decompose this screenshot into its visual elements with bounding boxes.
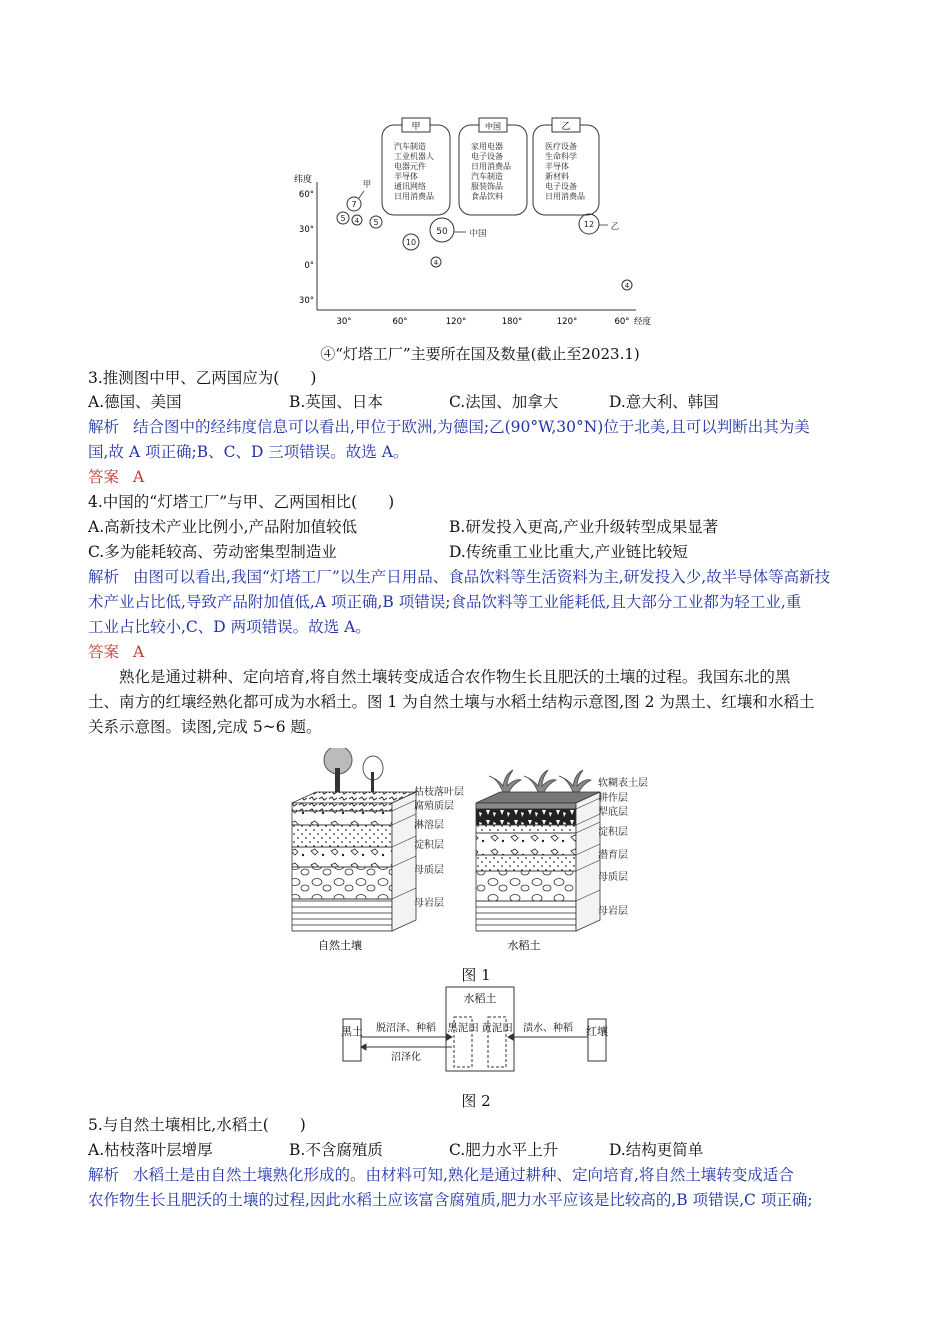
x-tick: 60° [392,317,408,327]
svg-text:4: 4 [354,217,360,225]
rice-plant-icon [489,770,591,792]
x-tick: 120° [445,317,467,327]
x-tick: 120° [556,317,578,327]
q4-answer [88,641,144,663]
q4-analysis-text-3: 工业占比较小,C、D 两项错误。故选 A。 [88,618,371,636]
x-axis-title: 经度 [634,317,652,327]
y-axis-title: 纬度 [294,175,313,185]
point-label-yi: 乙 [610,222,620,232]
point-5a [337,212,349,224]
legend-title-jia: 甲 [411,122,421,132]
q5-analysis [88,1164,794,1186]
q3-analysis-text-2: 国,故 A 项正确;B、C、D 三项错误。故选 A。 [88,443,409,461]
analysis-label: 解析 [88,1166,120,1184]
point-jia [347,180,371,211]
layer-label: 淀积层 [598,827,628,838]
legend-item: 电子设备 [471,152,503,161]
q3-option-c: C.法国、加拿大 [449,393,559,411]
point-china [430,218,487,242]
arrow-label-swamp: 沼泽化 [391,1052,421,1063]
q4-option-b: B.研发投入更高,产业升级转型成果显著 [449,518,719,536]
svg-text:12: 12 [583,220,595,229]
yellow-mud-label: 黄泥田 [481,1022,513,1034]
paddy-soil-title: 水稻土 [507,939,541,952]
layer-label: 母质层 [414,865,444,876]
fig2-caption: 图 2 [461,1092,491,1110]
legend-item: 服装饰品 [471,182,503,191]
legend-item: 生命科学 [545,152,577,161]
natural-soil-title: 自然土壤 [318,939,362,952]
q5-option-c: C.肥力水平上升 [449,1141,559,1159]
legend-item: 食品饮料 [471,192,503,201]
x-tick: 60° [614,317,630,327]
q3-option-b: B.英国、日本 [289,393,383,411]
point-4b [431,257,441,267]
red-soil-label: 红壤 [586,1025,608,1038]
intro-line-3: 关系示意图。读图,完成 5~6 题。 [88,718,322,736]
point-4c [622,280,632,290]
q3-stem: 3.推测图中甲、乙两国应为( ) [88,369,317,387]
fig-map-caption: ④“灯塔工厂”主要所在国及数量(截止至2023.1) [320,345,640,363]
y-tick: 0° [304,261,314,271]
y-tick: 60° [298,190,314,200]
y-tick: 30° [298,296,314,306]
layer-label: 犁底层 [598,807,628,818]
paddy-soil-block [476,770,600,931]
analysis-label: 解析 [88,568,120,586]
point-10 [403,234,419,250]
legend-box-jia [382,118,450,215]
legend-item: 半导体 [545,162,569,171]
legend-item: 医疗设备 [545,142,577,151]
layer-label: 枯枝落叶层 [414,787,464,798]
q5-option-d: D.结构更简单 [609,1141,704,1159]
svg-text:50: 50 [436,227,448,237]
layer-label: 母岩层 [414,898,444,909]
q4-analysis [88,566,830,588]
point-label-jia: 甲 [362,180,372,190]
layer-label: 潜育层 [598,850,628,861]
legend-item: 工业机器人 [394,152,434,161]
legend-title-china: 中国 [485,122,501,131]
q4-stem: 4.中国的“灯塔工厂”与甲、乙两国相比( ) [88,493,395,511]
svg-text:4: 4 [624,282,630,290]
svg-text:5: 5 [373,218,379,227]
black-mud-label: 黑泥田 [447,1022,479,1034]
layer-label: 软糊表土层 [598,778,648,789]
soil-profile-figure [288,748,668,958]
q4-option-a: A.高新技术产业比例小,产品附加值较低 [88,518,358,536]
svg-text:4: 4 [433,259,439,267]
svg-text:7: 7 [351,200,357,209]
legend-item: 日用消费品 [394,192,434,201]
point-yi [579,214,620,234]
legend-item: 日用消费品 [471,162,511,171]
x-tick: 30° [336,317,352,327]
layer-label: 淀积层 [414,840,444,851]
q4-option-d: D.传统重工业比重大,产业链比较短 [449,543,688,561]
q3-answer-value: A [133,468,145,486]
intro-line-1: 熟化是通过耕种、定向培育,将自然土壤转变成适合农作物生长且肥沃的土壤的过程。我国东北的黑 [119,668,791,686]
q4-analysis-text-1: 由图可以看出,我国“灯塔工厂”以生产日用品、食品饮料等生活资料为主,研发投入少,故半导体等高新技 [133,568,831,586]
svg-text:10: 10 [405,238,417,247]
x-tick: 180° [501,317,523,327]
legend-item: 家用电器 [471,142,503,151]
legend-item: 电子设备 [545,182,577,191]
layer-label: 腐殖质层 [414,801,454,812]
y-tick: 30° [298,225,314,235]
legend-item: 汽车制造 [471,172,503,181]
analysis-label: 解析 [88,418,120,436]
legend-box-yi [533,118,599,215]
legend-item: 汽车制造 [394,142,426,151]
layer-label: 母岩层 [598,906,628,917]
paddy-soil-box-title: 水稻土 [463,992,497,1005]
q5-stem: 5.与自然土壤相比,水稻土( ) [88,1116,306,1134]
legend-item: 日用消费品 [545,192,585,201]
q3-analysis [88,416,810,438]
q3-option-d: D.意大利、韩国 [609,393,719,411]
q5-option-a: A.枯枝落叶层增厚 [88,1141,213,1159]
q3-option-a: A.德国、美国 [88,393,182,411]
legend-item: 新材料 [545,172,569,181]
arrow-label-flood: 渍水、种稻 [523,1023,573,1034]
q4-answer-value: A [133,643,145,661]
svg-text:5: 5 [340,214,346,223]
legend-item: 通讯网络 [394,182,426,191]
soil-relationship-figure [338,985,618,1075]
legend-item: 电器元件 [394,162,426,171]
layer-label: 耕作层 [598,793,628,804]
intro-line-2: 土、南方的红壤经熟化都可成为水稻土。图 1 为自然土壤与水稻土结构示意图,图 2 为黑土、红壤和水稻土 [88,693,815,711]
layer-label: 淋溶层 [414,820,444,831]
lighthouse-factory-chart [290,112,670,337]
fig1-caption: 图 1 [461,966,491,984]
answer-label: 答案 [88,468,120,486]
layer-label: 母质层 [598,872,628,883]
black-soil-label: 黑土 [341,1025,363,1038]
point-5b [370,216,382,228]
legend-item: 半导体 [394,172,418,181]
arrow-label-drain: 脱沼泽、种稻 [376,1023,436,1034]
q4-analysis-text-2: 术产业占比低,导致产品附加值低,A 项正确,B 项错误;食品饮料等工业能耗低,且大部分工业都为轻工业,重 [88,593,802,611]
point-4a [352,215,362,225]
point-label-china: 中国 [469,229,487,239]
legend-box-china [459,118,527,215]
q4-option-c: C.多为能耗较高、劳动密集型制造业 [88,543,337,561]
natural-soil-block [292,748,416,931]
q3-answer [88,466,144,488]
q5-option-b: B.不含腐殖质 [289,1141,383,1159]
legend-title-yi: 乙 [561,122,571,132]
answer-label: 答案 [88,643,120,661]
q3-analysis-text-1: 结合图中的经纬度信息可以看出,甲位于欧洲,为德国;乙(90°W,30°N)位于北美,且可以判断出其为美 [133,418,810,436]
q5-analysis-text-2: 农作物生长且肥沃的土壤的过程,因此水稻土应该富含腐殖质,肥力水平应该是比较高的,B 项错误,C 项正确; [88,1191,813,1209]
q5-analysis-text-1: 水稻土是由自然土壤熟化形成的。由材料可知,熟化是通过耕种、定向培育,将自然土壤转变成适合 [133,1166,794,1184]
